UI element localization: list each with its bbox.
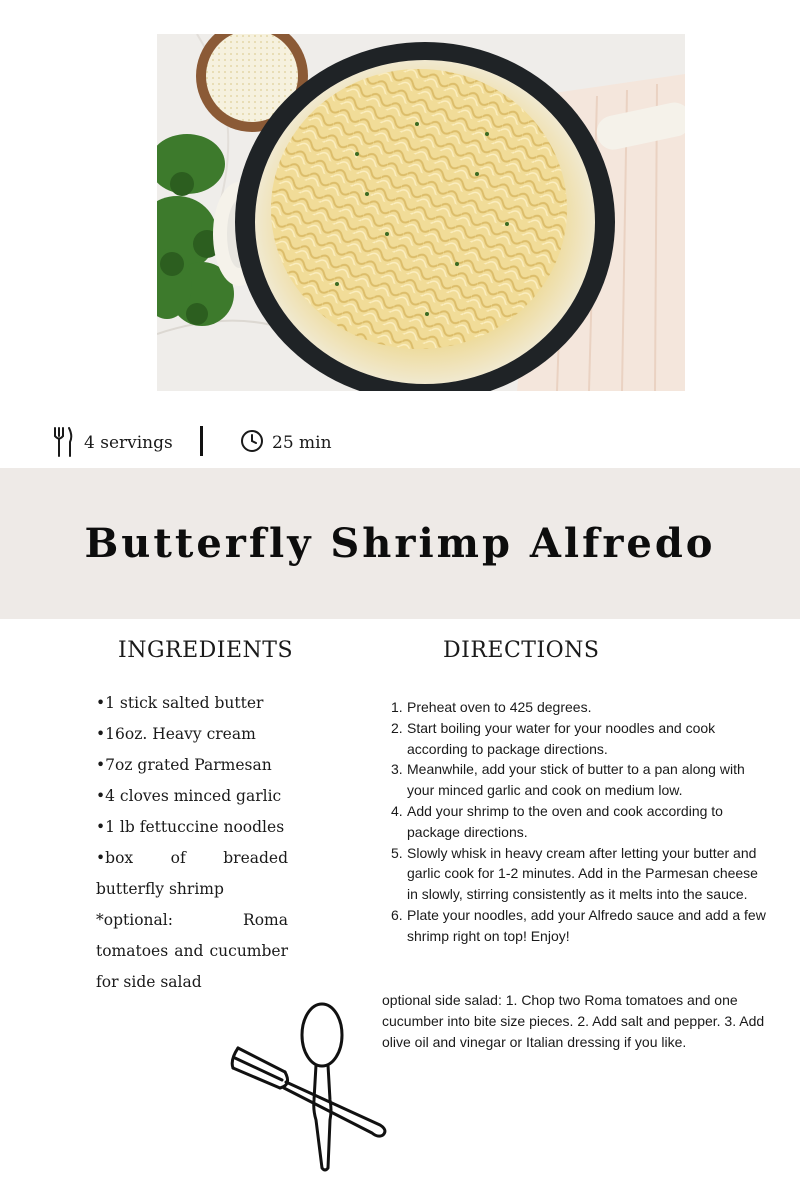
- recipe-meta: [52, 424, 452, 460]
- step-text: Preheat oven to 425 degrees.: [407, 699, 592, 715]
- ingredient-item: •1 lb fettuccine noodles: [96, 818, 285, 836]
- step-number: 4.: [391, 802, 403, 819]
- ingredient-item: •16oz. Heavy cream: [96, 725, 256, 743]
- step-number: 2.: [391, 719, 403, 736]
- directions-heading: DIRECTIONS: [443, 638, 600, 663]
- fork-spoon-icon: [230, 1000, 395, 1175]
- servings-label: 4 servings: [84, 433, 173, 453]
- clock-icon: [240, 429, 264, 453]
- step-text: Add your shrimp to the oven and cook according to package directions.: [407, 802, 723, 840]
- recipe-title: Butterfly Shrimp Alfredo: [84, 520, 716, 567]
- ingredients-list: [96, 688, 288, 998]
- divider: [200, 426, 203, 456]
- direction-step: [391, 759, 771, 801]
- fork-knife-icon: [52, 426, 74, 458]
- direction-step: [391, 905, 771, 947]
- step-text: Meanwhile, add your stick of butter to a pan along with your minced garlic and cook on medium low.: [407, 761, 745, 799]
- time-label: 25 min: [272, 433, 332, 453]
- directions-list: [391, 697, 771, 947]
- direction-step: [391, 843, 771, 905]
- step-number: 1.: [391, 699, 403, 715]
- title-band: [0, 468, 800, 619]
- step-number: 6.: [391, 906, 403, 923]
- step-number: 5.: [391, 844, 403, 861]
- recipe-photo: [157, 34, 685, 391]
- step-text: Start boiling your water for your noodles and cook according to package directions.: [407, 719, 716, 757]
- ingredient-item: •4 cloves minced garlic: [96, 787, 282, 805]
- ingredient-item: •box of breaded butterfly shrimp: [96, 849, 288, 898]
- step-number: 3.: [391, 761, 403, 778]
- ingredient-item: *optional: Roma tomatoes and cucumber for side salad: [96, 911, 288, 991]
- ingredients-heading: INGREDIENTS: [118, 638, 294, 663]
- direction-step: [391, 697, 771, 718]
- ingredient-item: •7oz grated Parmesan: [96, 756, 272, 774]
- step-text: Plate your noodles, add your Alfredo sauce and add a few shrimp right on top! Enjoy!: [407, 906, 766, 944]
- ingredient-item: •1 stick salted butter: [96, 694, 264, 712]
- direction-step: [391, 801, 771, 843]
- side-salad-note: optional side salad: 1. Chop two Roma tomatoes and one cucumber into bite size pieces. 2. Add salt and pepper. 3. Add olive oil and vinegar or Italian dressing if you like.: [382, 992, 765, 1050]
- step-text: Slowly whisk in heavy cream after letting your butter and garlic cook for 1-2 minutes. Add in the Parmesan cheese in slowly, stirring consistently as it melts into the sauce.: [407, 844, 758, 903]
- direction-step: [391, 718, 771, 760]
